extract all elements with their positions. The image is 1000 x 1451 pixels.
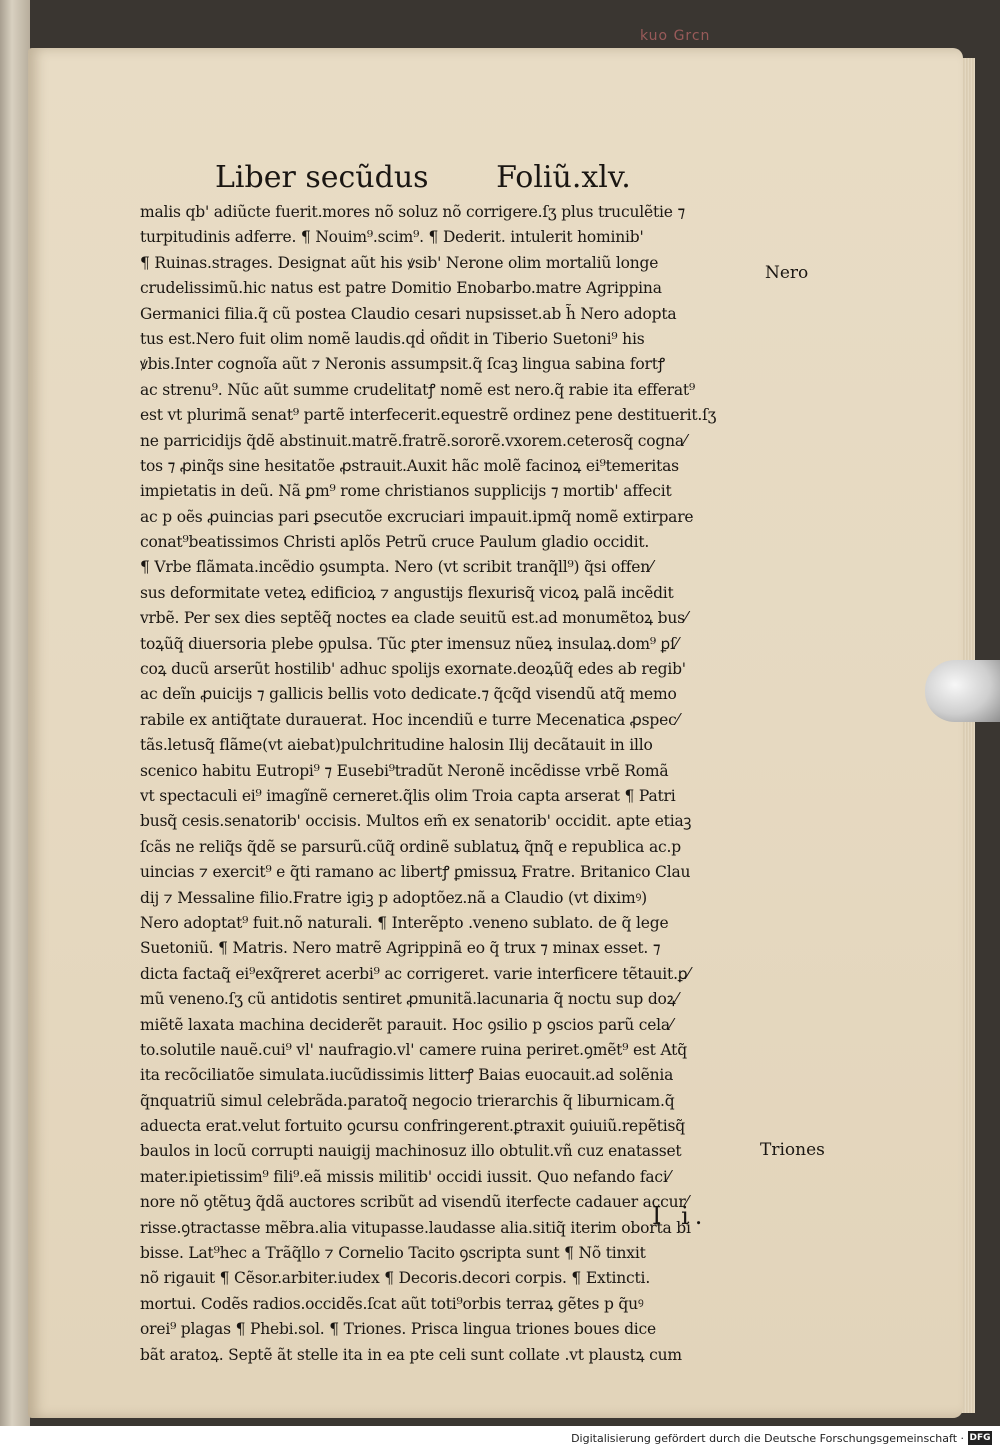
text-line: mater.ipietissim⁹ fili⁹.eã missis militib' occidi iussit. Quo nefando faci⁄	[140, 1167, 671, 1186]
text-line: impietatis in deũ. Nã ꝑm⁹ rome christianos supplicijs ⁊ mortib' affecit	[140, 482, 672, 501]
text-line: tos ⁊ ꝓinq̃s sine hesitatõe ꝓstrauit.Auxit hãc molẽ facinoꝝ ei⁹temeritas	[140, 456, 679, 475]
text-line: bãt aratoꝝ. Septẽ ãt stelle ita in ea pte celi sunt collate .vt plaustꝝ cum	[140, 1345, 682, 1364]
text-line: vt spectaculi ei⁹ imagĩnẽ cerneret.q̃lis olim Troia capta arserat ¶ Patri	[140, 786, 676, 805]
text-line: vrbẽ. Per sex dies septẽq̃ noctes ea clade seuitũ est.ad monumẽtoꝝ bus⁄	[140, 609, 688, 628]
text-line: q̃nquatriũ simul celebrãda.paratoq̃ negocio trierarchis q̃ liburnicam.q̃	[140, 1091, 675, 1110]
text-line: rabile ex antiq̃tate durauerat. Hoc incendiũ e turre Mecenatica ꝓspec⁄	[140, 710, 679, 729]
text-line: nore nõ ꝯtẽtuꝫ q̃dã auctores scribũt ad visendũ iterfecte cadauer accur⁄	[140, 1193, 689, 1212]
text-line: coꝝ ducũ arserũt hostilib' adhuc spolijs exornate.deoꝝũq̃ edes ab regib'	[140, 660, 686, 679]
funding-credit: Digitalisierung gefördert durch die Deutsche Forschungsgemeinschaft ·	[571, 1432, 964, 1445]
page-clip-holder	[925, 660, 1000, 722]
text-line: scenico habitu Eutropi⁹ ⁊ Eusebi⁹tradũt Neronẽ incẽdisse vrbẽ Romã	[140, 761, 669, 780]
text-line: busq̃ cesis.senatorib' occisis. Multos em̃ ex senatorib' occidit. apte etiaꝫ	[140, 812, 692, 831]
text-line: ꝟbis.Inter cognoĩa aũt ⁊ Neronis assumpsit.q̃ ſcaꝫ lingua sabina fortꝭ	[140, 355, 665, 374]
text-line: aduecta erat.velut fortuito ꝯcursu confringerent.ꝑtraxit ꝯuiuiũ.repẽtisq̃	[140, 1117, 685, 1136]
header-book-title: Liber secũdus	[215, 160, 429, 195]
text-line: ſcãs ne reliq̃s q̃dẽ se parsurũ.cũq̃ ordinẽ sublatuꝝ q̃nq̃ e republica ac.p	[140, 837, 681, 856]
text-line: dij ⁊ Messaline filio.Fratre igiꝫ p adoptõez.nã a Claudio (vt diximꝰ)	[140, 888, 648, 907]
text-line: baulos in locũ corrupti nauigij machinosuz illo obtulit.vñ cuz enatasset	[140, 1142, 682, 1161]
text-line: conat⁹beatissimos Christi aplõs Petrũ cruce Paulum gladio occidit.	[140, 533, 650, 552]
text-line: malis qb' adiũcte fuerit.mores nõ soluz nõ corrigere.ſʒ plus truculẽtie ⁊	[140, 203, 685, 221]
text-line: dicta factaq̃ ei⁹exq̃reret acerbi⁹ ac corrigeret. varie interficere tẽtauit.ꝑ⁄	[140, 964, 690, 983]
main-text-block	[140, 200, 760, 1368]
text-line: sus deformitate veteꝝ edificioꝝ ⁊ angustijs flexurisq̃ vicoꝝ palã incẽdit	[140, 583, 674, 602]
text-line: Germanici filia.q̃ cũ postea Claudio cesari nupsisset.ab h̃ Nero adopta	[140, 304, 677, 323]
book-spine-edge	[0, 0, 30, 1426]
text-line: bisse. Lat⁹hec a Trãq̃llo ⁊ Cornelio Tacito ꝯscripta sunt ¶ Nõ tinxit	[140, 1244, 646, 1263]
text-line: mũ veneno.ſʒ cũ antidotis sentiret ꝓmunitã.lacunaria q̃ noctu sup doꝝ⁄	[140, 990, 678, 1009]
text-line: turpitudinis adferre. ¶ Nouim⁹.scim⁹. ¶ Dederit. intulerit hominib'	[140, 228, 644, 247]
text-line: tus est.Nero fuit olim nomẽ laudis.qḋ oñdit in Tiberio Suetoni⁹ his	[140, 329, 645, 348]
text-line: risse.ꝯtractasse mẽbra.alia vitupasse.laudasse alia.sitiq̃ iterim oborta bi	[140, 1218, 691, 1237]
page-header	[215, 160, 631, 195]
text-line: orei⁹ plagas ¶ Phebi.sol. ¶ Triones. Prisca lingua triones boues dice	[140, 1320, 657, 1339]
text-line: ¶ Vrbe flãmata.incẽdio ꝯsumpta. Nero (vt scribit tranq̃ll⁹) q̃si offen⁄	[140, 558, 653, 577]
text-line: Nero adoptat⁹ fuit.nõ naturali. ¶ Interẽpto .veneno sublato. de q̃ lege	[140, 913, 669, 932]
text-line: mortui. Codẽs radios.occidẽs.ſcat aũt toti⁹orbis terraꝝ gẽtes p q̃uꝰ	[140, 1294, 644, 1313]
text-line: toꝝũq̃ diuersoria plebe ꝯpulsa. Tũc ꝑter imensuz nũeꝝ insulaꝝ.dom⁹ ꝑſ⁄	[140, 634, 678, 653]
signature-mark: I i.	[652, 1202, 709, 1230]
text-line: miẽtẽ laxata machina deciderẽt parauit. Hoc ꝯsilio p ꝯscios parũ cela⁄	[140, 1015, 673, 1034]
text-line: ita recõciliatõe simulata.iucũdissimis litterꝭ Baias euocauit.ad solẽnia	[140, 1066, 674, 1085]
text-line: ac deĩn ꝓuicijs ⁊ gallicis bellis voto dedicate.⁊ q̃cq̃d visendũ atq̃ memo	[140, 685, 677, 704]
marginal-note-nero: Nero	[765, 263, 809, 283]
text-line: est vt plurimã senat⁹ partẽ interfecerit.equestrẽ ordinez pene destituerit.ſʒ	[140, 406, 717, 425]
text-line: ac p oẽs ꝓuincias pari ꝑsecutõe excruciari impauit.ipmq̃ nomẽ extirpare	[140, 507, 694, 526]
text-line: uincias ⁊ exercit⁹ e q̃ti ramano ac libertꝭ ꝑmissuꝝ Fratre. Britanico Clau	[140, 863, 691, 882]
text-line: crudelissimũ.hic natus est patre Domitio Enobarbo.matre Agrippina	[140, 279, 662, 298]
text-line: ac strenu⁹. Nũc aũt summe crudelitatꝭ nomẽ est nero.q̃ rabie ita efferat⁹	[140, 380, 695, 399]
header-folio-number: Foliũ.xlv.	[496, 160, 631, 195]
text-line: to.solutile nauẽ.cui⁹ vl' naufragio.vl' camere ruina periret.ꝯmẽt⁹ est Atq̃	[140, 1040, 687, 1059]
footer-bar	[0, 1426, 1000, 1451]
text-line: nõ rigauit ¶ Cẽsor.arbiter.iudex ¶ Decoris.decori corpis. ¶ Extincti.	[140, 1269, 651, 1288]
marginal-note-triones: Triones	[760, 1140, 825, 1160]
text-line: tãs.letusq̃ flãme(vt aiebat)pulchritudine halosin Ilij decãtauit in illo	[140, 736, 653, 755]
text-line: ¶ Ruinas.strages. Designat aũt his ꝟsib' Nerone olim mortaliũ longe	[140, 253, 659, 272]
text-line: Suetoniũ. ¶ Matris. Nero matrẽ Agrippinã eo q̃ trux ⁊ minax esset. ⁊	[140, 939, 661, 958]
text-line: ne parricidijs q̃dẽ abstinuit.matrẽ.fratrẽ.sororẽ.vxorem.ceterosq̃ cogna⁄	[140, 431, 687, 450]
library-stamp: kuo Grcn	[640, 28, 711, 44]
dfg-logo: DFG	[969, 1433, 991, 1443]
